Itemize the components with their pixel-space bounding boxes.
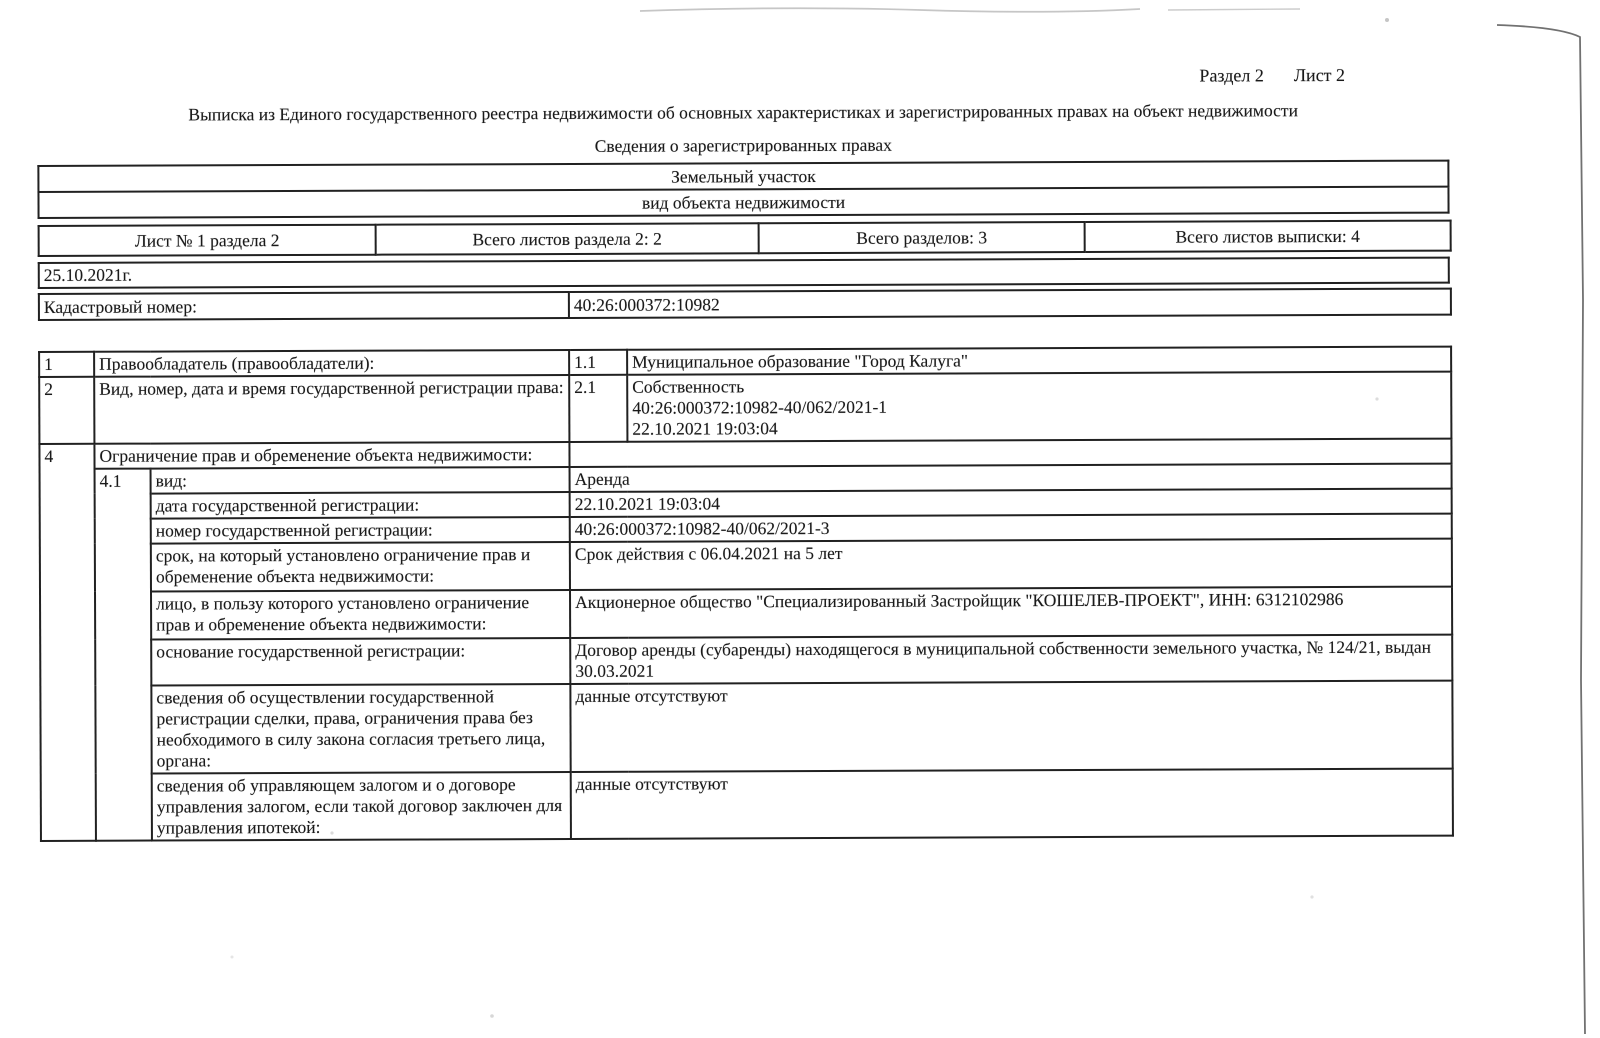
row-value: данные отсутствуют xyxy=(570,681,1452,772)
row-subnumber: 4.1 xyxy=(95,469,152,841)
document-title: Выписка из Единого государственного реестра недвижимости об основных характеристиках и зарегистрированных правах на объект недвижимости xyxy=(188,100,1298,125)
scan-paper-edge-line xyxy=(1497,25,1585,1034)
date-table xyxy=(38,257,1450,289)
restriction-basis-row xyxy=(40,635,1452,686)
total-extract-sheets-cell: Всего листов выписки: 4 xyxy=(1085,221,1451,252)
row-label: сведения об управляющем залогом и о договоре управления залогом, если такой договор заключен для управления ипотекой: xyxy=(152,772,571,841)
sheet-number-cell: Лист № 1 раздела 2 xyxy=(39,225,376,256)
row-label: сведения об осуществлении государственной регистрации сделки, права, ограничения права без необходимого в силу закона согласия третьего лица, органа: xyxy=(151,684,570,774)
row-value: Акционерное общество "Специализированный Застройщик "КОШЕЛЕВ-ПРОЕКТ", ИНН: 6312102986 xyxy=(570,587,1452,638)
row-value: Срок действия с 06.04.2021 на 5 лет xyxy=(570,539,1452,590)
row-label: Ограничение прав и обременение объекта недвижимости: xyxy=(94,442,569,469)
row-number: 2 xyxy=(39,377,94,444)
sheet-label: Лист 2 xyxy=(1293,64,1346,86)
object-type-table xyxy=(37,160,1449,219)
row-label: Вид, номер, дата и время государственной регистрации права: xyxy=(94,375,569,444)
row-label: дата государственной регистрации: xyxy=(151,492,570,519)
restriction-pledge-manager-row xyxy=(41,769,1453,841)
row-subnumber: 2.1 xyxy=(569,375,627,442)
registration-kind-row xyxy=(39,372,1451,444)
table-row xyxy=(39,221,1451,256)
restriction-third-party-consent-row xyxy=(40,681,1452,774)
row-label: вид: xyxy=(151,467,570,494)
total-section-sheets-cell: Всего листов раздела 2: 2 xyxy=(376,223,759,254)
row-label: лицо, в пользу которого установлено ограничение прав и обременение объекта недвижимости: xyxy=(151,590,570,640)
row-label: Правообладатель (правообладатели): xyxy=(94,350,569,377)
row-number: 4 xyxy=(39,444,96,841)
row-value: Муниципальное образование "Город Калуга" xyxy=(627,347,1451,375)
row-value: 22.10.2021 19:03:04 xyxy=(570,489,1452,517)
row-label: основание государственной регистрации: xyxy=(151,638,570,686)
object-type-value: Земельный участок xyxy=(38,161,1448,192)
document-body xyxy=(37,65,1452,842)
registered-rights-table xyxy=(38,346,1454,842)
restriction-term-row xyxy=(40,539,1452,592)
cadastral-table xyxy=(38,288,1452,321)
row-value: Договор аренды (субаренды) находящегося в муниципальной собственности земельного участка, № 124/21, выдан 30.03.2021 xyxy=(570,635,1452,684)
row-value: 40:26:000372:10982-40/062/2021-3 xyxy=(570,514,1452,542)
row-value: Аренда xyxy=(570,464,1452,492)
section-sheet-line xyxy=(37,65,1449,92)
sheet-counters-table xyxy=(38,220,1452,257)
section-label: Раздел 2 xyxy=(1199,65,1264,86)
scan-top-smudge-line xyxy=(640,8,1140,12)
row-value: Собственность 40:26:000372:10982-40/062/2021-1 22.10.2021 19:03:04 xyxy=(627,372,1451,442)
row-subnumber: 1.1 xyxy=(569,350,627,375)
object-type-caption: вид объекта недвижимости xyxy=(38,187,1448,218)
row-value: данные отсутствуют xyxy=(571,769,1453,839)
row-number: 1 xyxy=(39,352,94,377)
table-row xyxy=(39,258,1449,288)
row-label: срок, на который установлено ограничение прав и обременение объекта недвижимости: xyxy=(151,542,570,592)
date-stamp: 25.10.2021г. xyxy=(39,258,1449,288)
document-subtitle: Сведения о зарегистрированных правах xyxy=(594,134,892,156)
restriction-beneficiary-row xyxy=(40,587,1452,640)
row-label: номер государственной регистрации: xyxy=(151,517,570,544)
cadastral-value: 40:26:000372:10982 xyxy=(569,289,1451,318)
table-row xyxy=(38,187,1448,218)
table-row xyxy=(39,289,1451,320)
cadastral-label: Кадастровый номер: xyxy=(39,292,569,320)
row-value-empty xyxy=(569,439,1451,467)
total-sections-cell: Всего разделов: 3 xyxy=(759,222,1085,253)
